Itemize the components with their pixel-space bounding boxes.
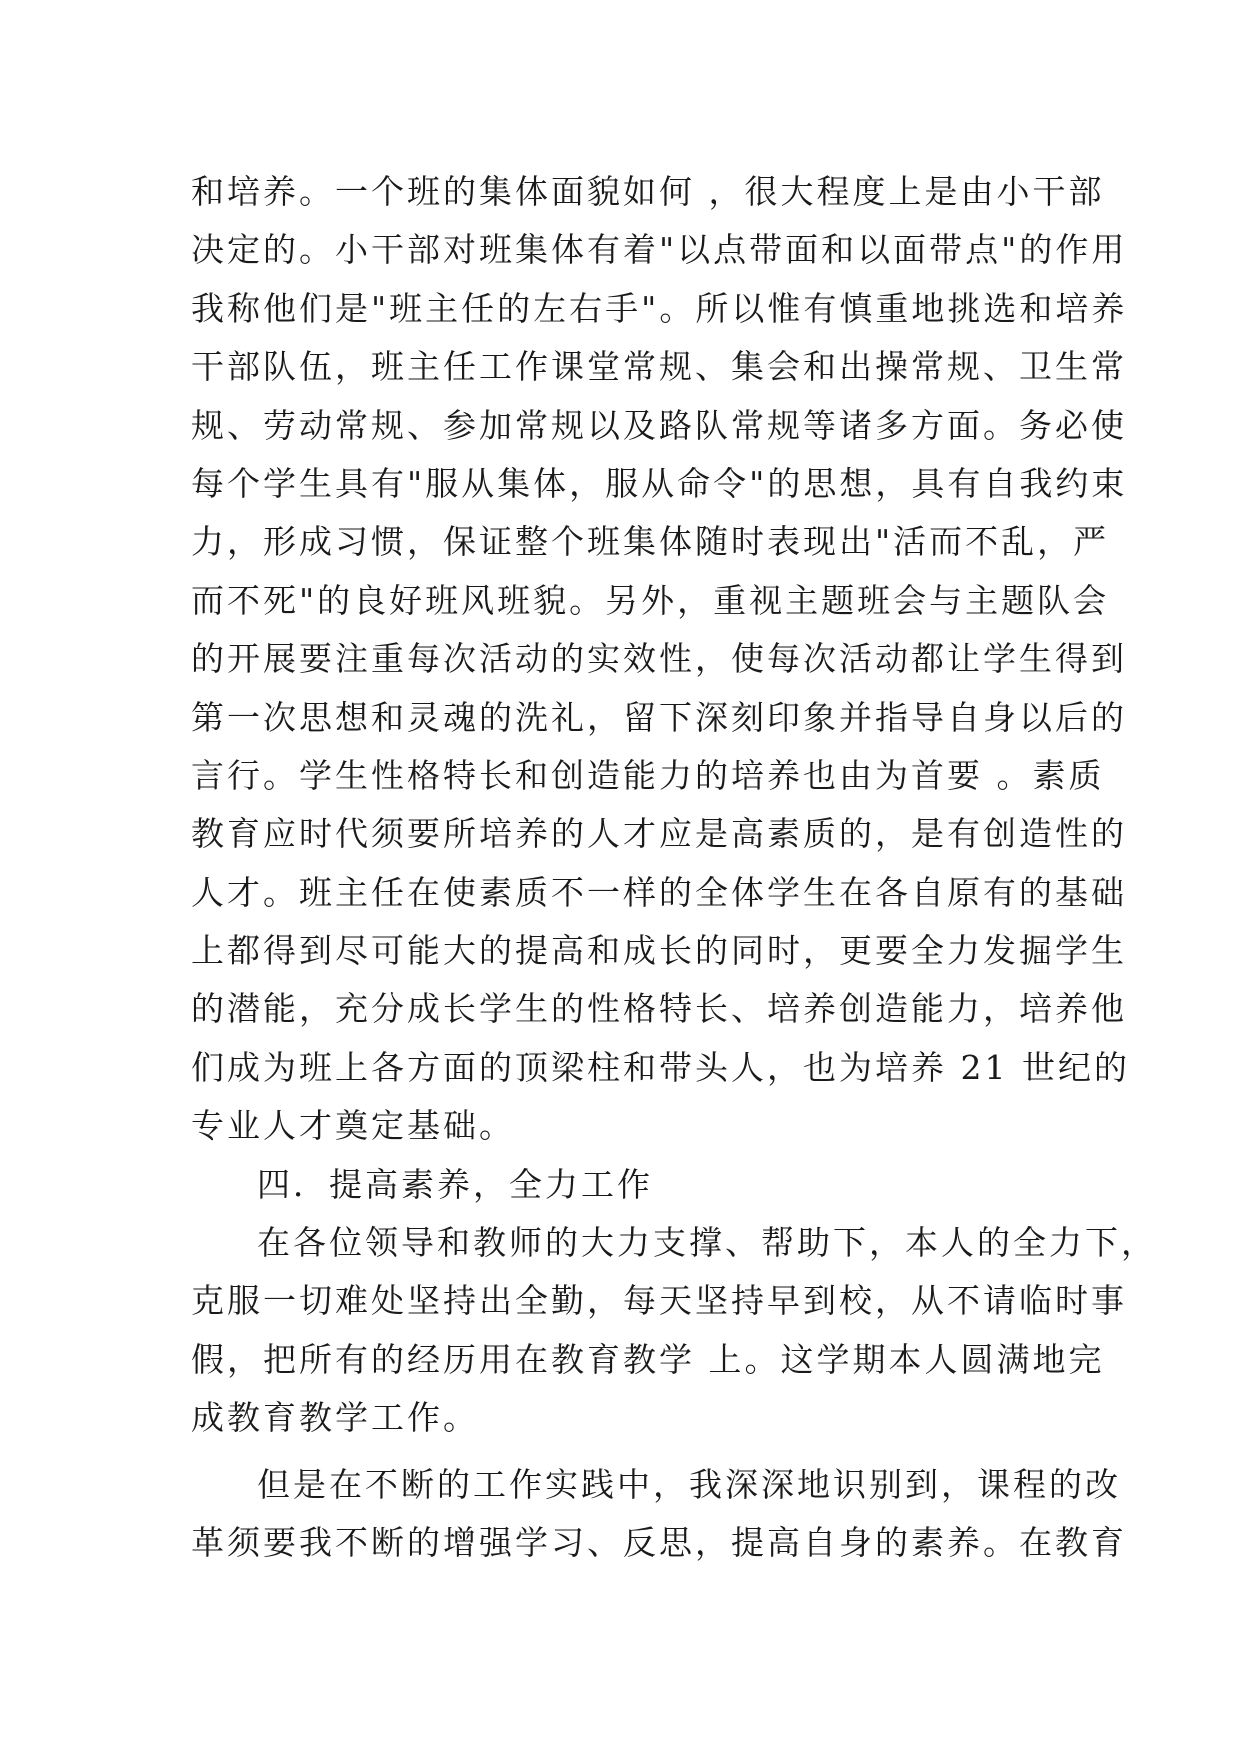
text-line: 们成为班上各方面的顶梁柱和带头人，也为培养 21 世纪的 <box>191 1047 1130 1087</box>
paragraph-gap <box>191 1448 1051 1456</box>
text-line: 力，形成习惯，保证整个班集体随时表现出"活而不乱，严 <box>191 522 1110 562</box>
text-line: 的开展要注重每次活动的实效性，使每次活动都让学生得到 <box>191 639 1127 679</box>
text-line: 但是在不断的工作实践中，我深深地识别到，课程的改 <box>257 1464 1121 1504</box>
text-line: 每个学生具有"服从集体，服从命令"的思想，具有自我约束 <box>191 463 1128 503</box>
text-line: 革须要我不断的增强学习、反思，提高自身的素养。在教育 <box>191 1522 1127 1562</box>
text-line: 我称他们是"班主任的左右手"。所以惟有慎重地挑选和培养 <box>191 288 1128 328</box>
text-line: 第一次思想和灵魂的洗礼，留下深刻印象并指导自身以后的 <box>191 697 1127 737</box>
document-body <box>191 163 1157 1572</box>
text-line: 干部队伍，班主任工作课堂常规、集会和出操常规、卫生常 <box>191 347 1127 387</box>
text-line: 言行。学生性格特长和创造能力的培养也由为首要 。素质 <box>191 755 1105 795</box>
text-line: 专业人才奠定基础。 <box>191 1106 515 1146</box>
text-line: 教育应时代须要所培养的人才应是高素质的，是有创造性的 <box>191 814 1127 854</box>
text-line: 克服一切难处坚持出全勤，每天坚持早到校，从不请临时事 <box>191 1281 1127 1321</box>
text-line: 在各位领导和教师的大力支撑、帮助下，本人的全力下， <box>257 1223 1157 1263</box>
text-line: 的潜能，充分成长学生的性格特长、培养创造能力，培养他 <box>191 989 1127 1029</box>
text-line: 假，把所有的经历用在教育教学 上。这学期本人圆满地完 <box>191 1339 1105 1379</box>
text-line: 上都得到尽可能大的提高和成长的同时，更要全力发掘学生 <box>191 931 1127 971</box>
text-line: 而不死"的良好班风班貌。另外，重视主题班会与主题队会 <box>191 580 1110 620</box>
text-line: 决定的。小干部对班集体有着"以点带面和以面带点"的作用 <box>191 230 1128 270</box>
section-heading: 四．提高素养，全力工作 <box>257 1164 653 1204</box>
text-line: 和培养。一个班的集体面貌如何 ，很大程度上是由小干部 <box>191 172 1105 211</box>
text-line: 人才。班主任在使素质不一样的全体学生在各自原有的基础 <box>191 872 1127 912</box>
text-line: 成教育教学工作。 <box>191 1398 479 1438</box>
text-line: 规、劳动常规、参加常规以及路队常规等诸多方面。务必使 <box>191 405 1127 445</box>
